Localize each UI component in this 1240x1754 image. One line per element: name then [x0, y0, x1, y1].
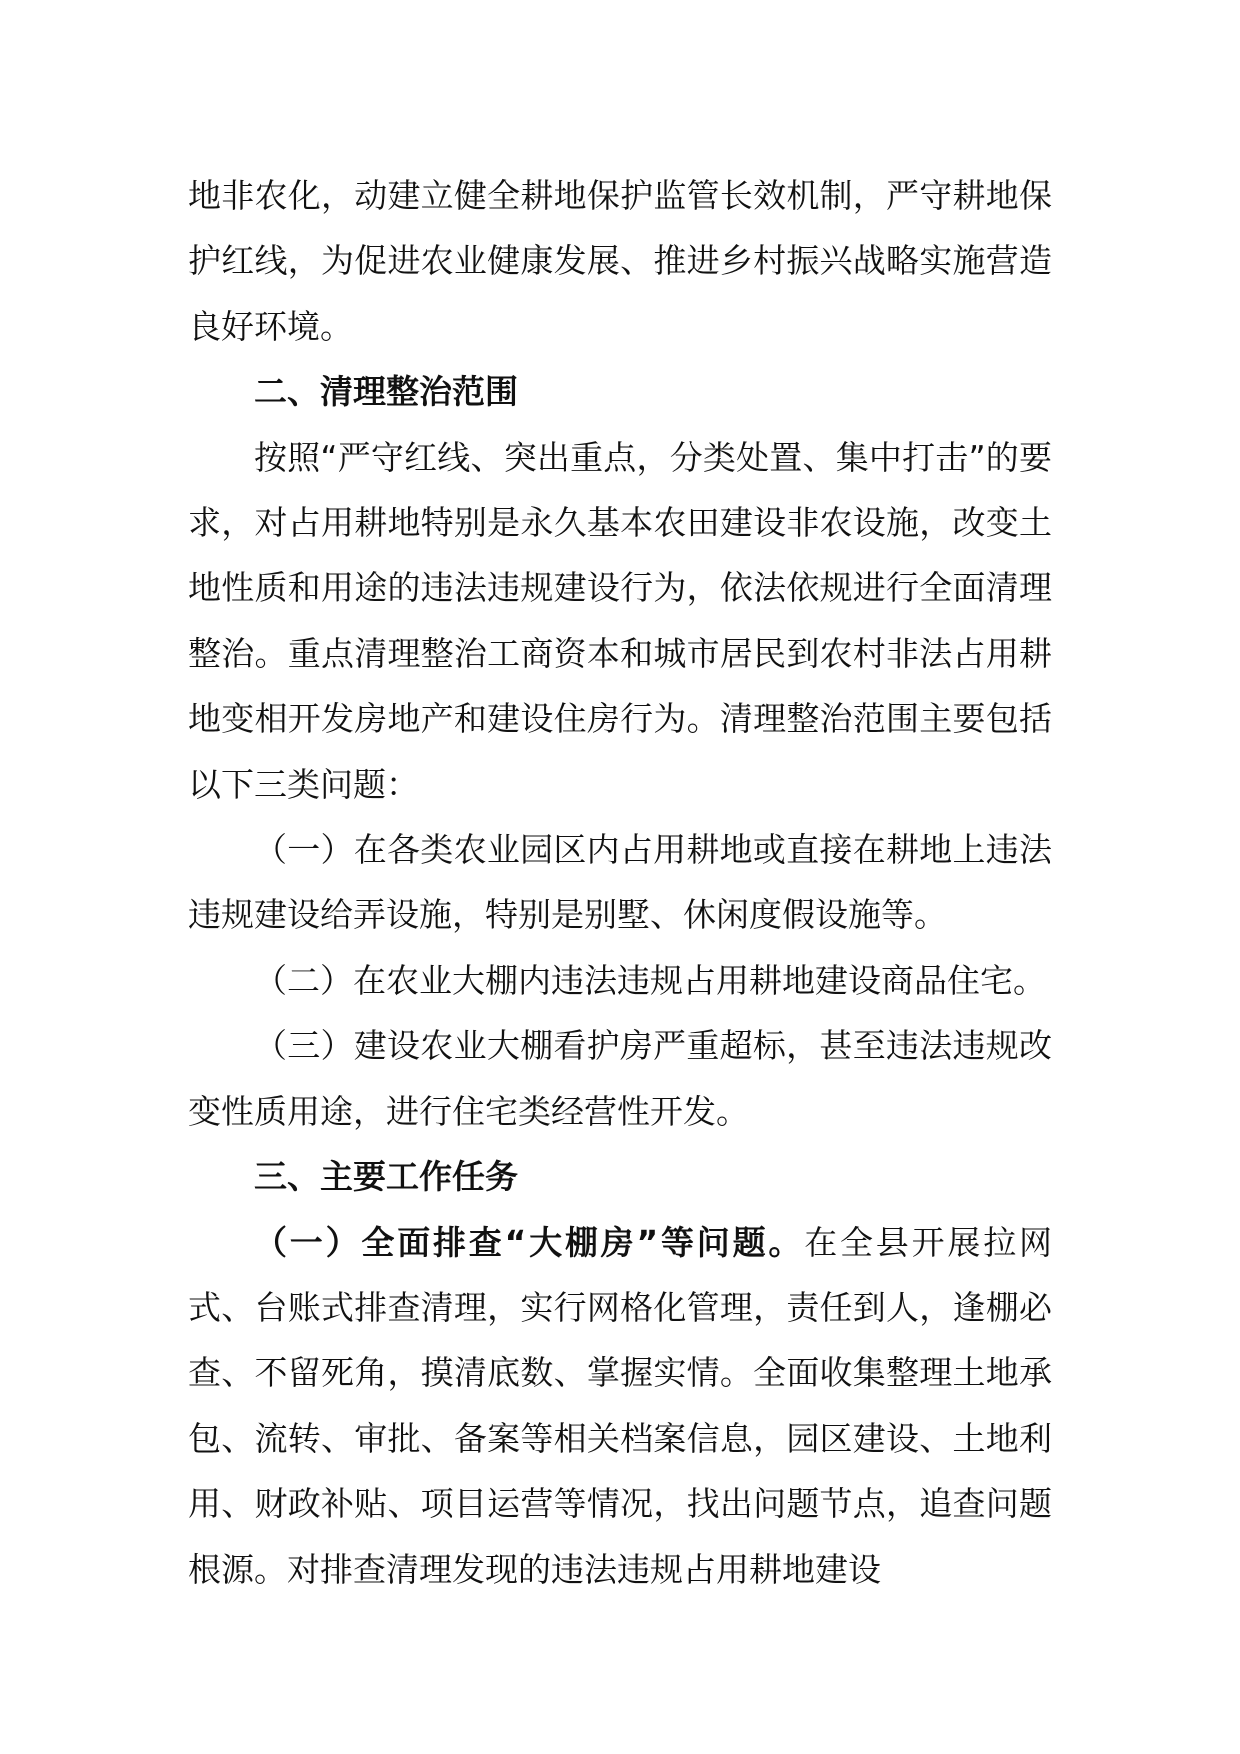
list-item-1: （一）在各类农业园区内占用耕地或直接在耕地上违法违规建设给弄设施，特别是别墅、休闲度假设施等。 — [188, 830, 1052, 935]
paragraph-task-1 — [188, 1210, 1052, 1602]
list-item-2: （二）在农业大棚内违法违规占用耕地建设商品住宅。 — [254, 960, 1046, 1000]
document-body — [188, 163, 1052, 1602]
paragraph-continuation: 地非农化，动建立健全耕地保护监管长效机制，严守耕地保护红线，为促进农业健康发展、推进乡村振兴战略实施营造良好环境。 — [188, 176, 1052, 346]
list-item-3: （三）建设农业大棚看护房严重超标，甚至违法违规改变性质用途，进行住宅类经营性开发。 — [188, 1026, 1052, 1131]
paragraph-scope: 按照“严守红线、突出重点，分类处置、集中打击”的要求，对占用耕地特别是永久基本农田建设非农设施，改变土地性质和用途的违法违规建设行为，依法依规进行全面清理整治。重点清理整治工商资本和城市居民到农村非法占用耕地变相开发房地产和建设住房行为。清理整治范围主要包括以下三类问题： — [188, 437, 1052, 804]
task-1-title: （一）全面排查“大棚房”等问题。 — [254, 1222, 805, 1262]
section-heading-tasks: 三、主要工作任务 — [254, 1157, 518, 1197]
section-heading-scope: 二、清理整治范围 — [254, 372, 518, 412]
task-1-body: 在全县开展拉网式、台账式排查清理，实行网格化管理，责任到人，逢棚必查、不留死角，摸清底数、掌握实情。全面收集整理土地承包、流转、审批、备案等相关档案信息，园区建设、土地利用、财政补贴、项目运营等情况，找出问题节点，追查问题根源。对排查清理发现的违法违规占用耕地建设 — [188, 1222, 1052, 1589]
